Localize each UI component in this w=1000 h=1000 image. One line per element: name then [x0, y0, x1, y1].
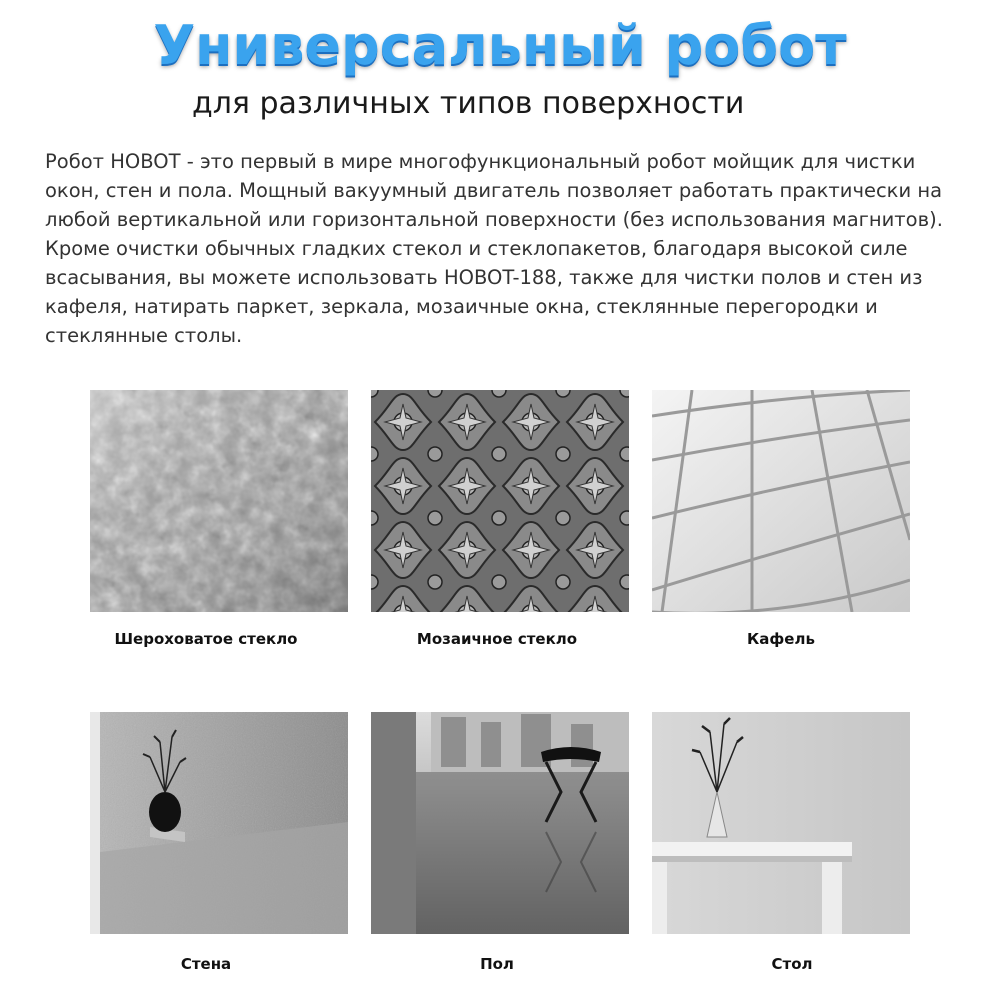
rough-glass-illustration: [90, 390, 348, 612]
surface-image-wall: [90, 712, 348, 934]
mosaic-glass-illustration: [371, 390, 629, 612]
page-subtitle: для различных типов поверхности: [192, 86, 745, 121]
surface-image-tile: [652, 390, 910, 612]
tile-floor-illustration: [652, 390, 910, 612]
surface-label-mosaic-glass: Мозаичное стекло: [416, 630, 578, 648]
page-title: Универсальный робот: [153, 14, 847, 77]
surface-image-mosaic-glass: [371, 390, 629, 612]
surface-label-table: Стол: [771, 955, 813, 973]
surface-image-table: [652, 712, 910, 934]
description-paragraph: Робот HOBOT - это первый в мире многофункциональный робот мойщик для чистки окон, стен и пола. Мощный вакуумный двигатель позволяет работать практически на любой вертикальной или горизонтальной поверхности (без использования магнитов). Кроме очистки обычных гладких стекол и стеклопакетов, благодаря высокой силе всасывания, вы можете использовать HOBOT-188, также для чистки полов и стен из кафеля, натирать паркет, зеркала, мозаичные окна, стеклянные перегородки и стеклянные столы.: [45, 150, 943, 347]
surface-label-rough-glass: Шероховатое стекло: [114, 630, 298, 648]
wall-illustration: [90, 712, 348, 934]
surface-label-wall: Стена: [180, 955, 232, 973]
surface-label-tile: Кафель: [747, 630, 815, 648]
floor-illustration: [371, 712, 629, 934]
table-illustration: [652, 712, 910, 934]
surface-label-floor: Пол: [480, 955, 514, 973]
surface-image-rough-glass: [90, 390, 348, 612]
surface-image-floor: [371, 712, 629, 934]
